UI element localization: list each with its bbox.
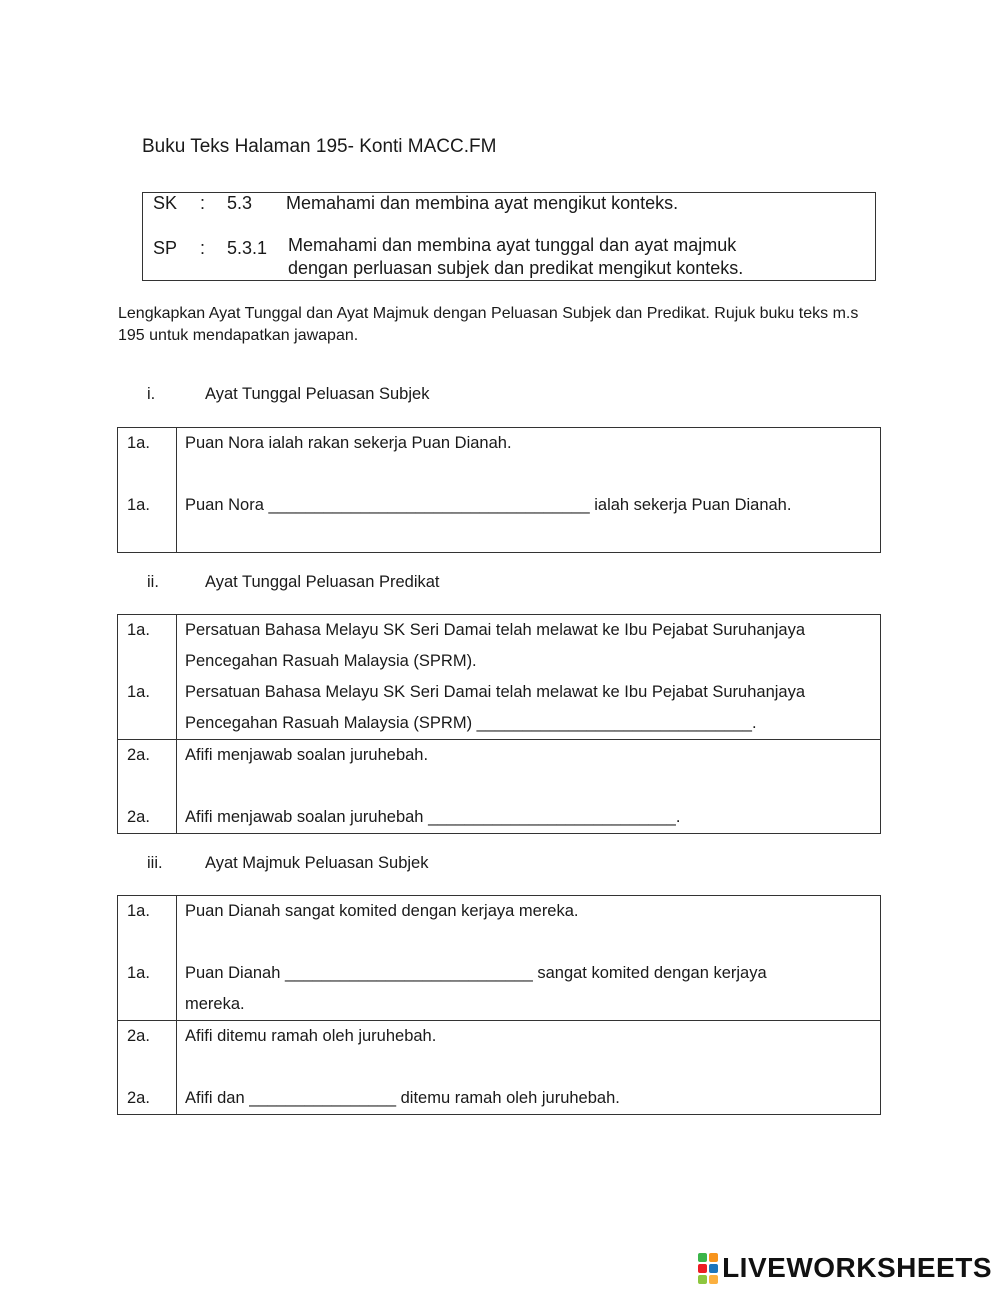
number-cell [118,1021,177,1115]
answer-sentence[interactable]: Afifi dan ________________ ditemu ramah oleh juruhebah. [185,1089,620,1107]
standards-box [142,192,876,281]
answer-sentence-line1[interactable]: Puan Dianah ___________________________ sangat komited dengan kerjaya [185,964,767,982]
number-cell [118,428,177,553]
question-table-1 [117,427,881,553]
item-number: 1a. [127,621,150,639]
sp-desc-line2: dengan perluasan subjek dan predikat mengikut konteks. [288,258,744,278]
table-row [118,740,881,834]
sentence-cell [177,615,881,740]
question-sentence: Afifi menjawab soalan juruhebah. [185,746,429,764]
table-row [118,896,881,1021]
sentence-cell [177,428,881,553]
item-number: 1a. [127,434,150,452]
question-sentence: Puan Dianah sangat komited dengan kerjaya mereka. [185,902,579,920]
sp-desc-line1: Memahami dan membina ayat tunggal dan ayat majmuk [288,235,737,255]
question-table-3 [117,895,881,1115]
number-cell [118,896,177,1021]
number-cell [118,615,177,740]
question-table-2 [117,614,881,834]
instruction-text: Lengkapkan Ayat Tunggal dan Ayat Majmuk dengan Peluasan Subjek dan Predikat. Rujuk buku teks m.s 195 untuk mendapatkan jawapan. [118,305,859,344]
answer-sentence[interactable]: Puan Nora ___________________________________ ialah sekerja Puan Dianah. [185,496,792,514]
table-row [118,428,881,553]
table-row [118,615,881,740]
item-number: 2a. [127,746,150,764]
section-number: i. [147,385,156,403]
logo-text: LIVEWORKSHEETS [722,1252,992,1283]
item-number: 2a. [127,1089,150,1107]
section-number: ii. [147,573,159,591]
sp-num: 5.3.1 [227,238,268,258]
item-number: 2a. [127,1027,150,1045]
liveworksheets-logo [698,1252,992,1284]
number-cell [118,740,177,834]
sentence-cell [177,1021,881,1115]
question-sentence: Afifi ditemu ramah oleh juruhebah. [185,1027,437,1045]
item-number: 1a. [127,964,150,982]
sk-desc: Memahami dan membina ayat mengikut konteks. [286,193,679,213]
sk-sep: : [200,193,206,213]
sentence-cell [177,896,881,1021]
question-sentence-line1: Persatuan Bahasa Melayu SK Seri Damai telah melawat ke Ibu Pejabat Suruhanjaya [185,621,806,639]
sp-sep: : [200,238,206,258]
answer-sentence-line2: mereka. [185,995,245,1013]
question-sentence-line2: Pencegahan Rasuah Malaysia (SPRM). [185,652,477,670]
item-number: 1a. [127,496,150,514]
sk-code: SK [153,193,178,213]
sp-code: SP [153,238,178,258]
item-number: 1a. [127,683,150,701]
liveworksheets-blocks-icon [698,1253,718,1284]
section-label: Ayat Tunggal Peluasan Subjek [205,385,430,403]
answer-sentence-line1: Persatuan Bahasa Melayu SK Seri Damai telah melawat ke Ibu Pejabat Suruhanjaya [185,683,806,701]
sentence-cell [177,740,881,834]
table-row [118,1021,881,1115]
sk-num: 5.3 [227,193,253,213]
answer-sentence-line2[interactable]: Pencegahan Rasuah Malaysia (SPRM) ______________________________. [185,714,757,732]
question-sentence: Puan Nora ialah rakan sekerja Puan Dianah. [185,434,512,452]
section-label: Ayat Majmuk Peluasan Subjek [205,854,429,872]
section-number: iii. [147,854,163,872]
answer-sentence[interactable]: Afifi menjawab soalan juruhebah ___________________________. [185,808,681,826]
item-number: 2a. [127,808,150,826]
page-title: Buku Teks Halaman 195- Konti MACC.FM [142,136,497,157]
item-number: 1a. [127,902,150,920]
section-label: Ayat Tunggal Peluasan Predikat [205,573,440,591]
